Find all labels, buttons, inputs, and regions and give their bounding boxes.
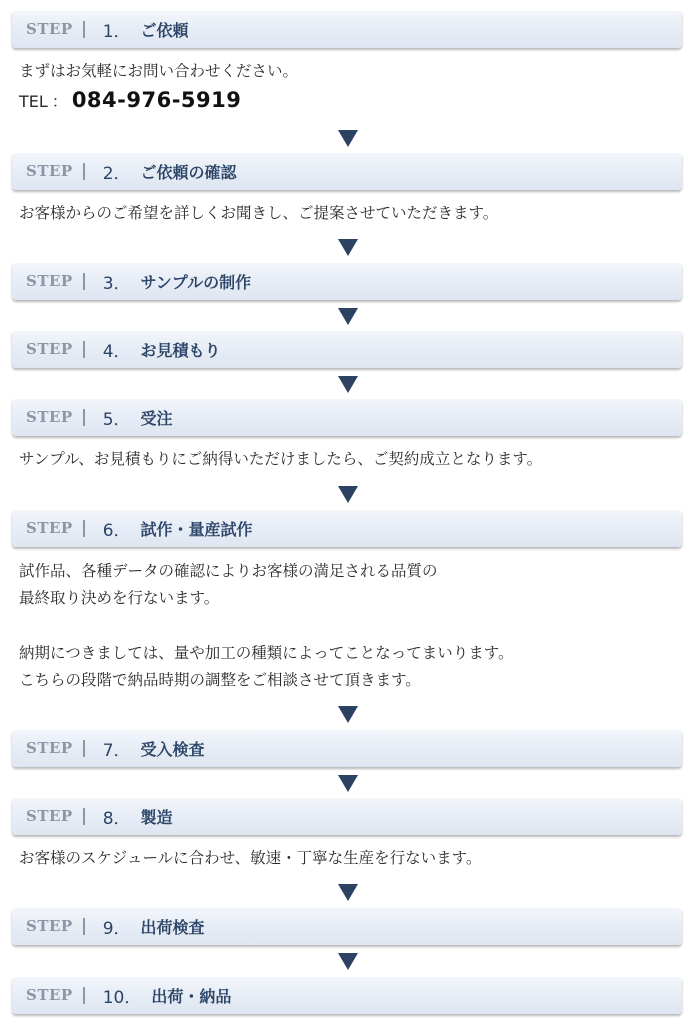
tel-separator: ： [51, 92, 68, 111]
tel-line [19, 88, 241, 112]
step-title: お見積もり [140, 340, 221, 360]
step-tag: STEP [26, 162, 73, 180]
step-title: 出荷検査 [140, 917, 205, 937]
step-title: 出荷・納品 [151, 986, 232, 1006]
divider [83, 520, 85, 537]
down-triangle-icon [338, 486, 358, 503]
step-6-line-1: 試作品、各種データの確認によりお客様の満足される品質の [19, 562, 438, 580]
down-triangle-icon [338, 884, 358, 901]
down-triangle-icon [338, 308, 358, 325]
step-number: 6． [102, 520, 131, 541]
step-tag: STEP [26, 20, 73, 38]
step-title: 試作・量産試作 [140, 519, 253, 539]
step-tag: STEP [26, 340, 73, 358]
step-header-1 [12, 10, 682, 48]
divider [83, 341, 85, 358]
step-title: ご依頼の確認 [140, 162, 237, 182]
divider [83, 740, 85, 757]
step-number: 8． [102, 808, 131, 829]
divider [83, 918, 85, 935]
step-header-8 [12, 797, 682, 835]
step-header-6 [12, 509, 682, 547]
step-5-description: サンプル、お見積もりにご納得いただけましたら、ご契約成立となります。 [19, 450, 543, 468]
divider [83, 163, 85, 180]
step-number: 5． [102, 409, 131, 430]
step-header-10 [12, 976, 682, 1014]
step-title: 受注 [140, 408, 173, 428]
step-tag: STEP [26, 739, 73, 757]
step-tag: STEP [26, 917, 73, 935]
step-number: 1． [102, 21, 131, 42]
step-number: 4． [102, 341, 131, 362]
step-title: 製造 [140, 807, 173, 827]
step-header-4 [12, 330, 682, 368]
step-6-line-2: 最終取り決めを行ないます。 [19, 589, 220, 607]
down-triangle-icon [338, 130, 358, 147]
step-tag: STEP [26, 986, 73, 1004]
step-tag: STEP [26, 807, 73, 825]
step-number: 9． [102, 918, 131, 939]
step-header-2 [12, 152, 682, 190]
step-header-3 [12, 262, 682, 300]
divider [83, 987, 85, 1004]
step-tag: STEP [26, 519, 73, 537]
step-8-description: お客様のスケジュールに合わせ、敏速・丁寧な生産を行ないます。 [19, 849, 482, 867]
step-title: サンプルの制作 [140, 272, 252, 292]
step-header-9 [12, 907, 682, 945]
step-tag: STEP [26, 272, 73, 290]
step-number: 10． [102, 987, 142, 1008]
divider [83, 273, 85, 290]
divider [83, 808, 85, 825]
down-triangle-icon [338, 706, 358, 723]
down-triangle-icon [338, 775, 358, 792]
step-number: 2． [102, 163, 131, 184]
down-triangle-icon [338, 953, 358, 970]
down-triangle-icon [338, 239, 358, 256]
step-tag: STEP [26, 408, 73, 426]
step-header-5 [12, 398, 682, 436]
tel-label: TEL [19, 92, 48, 111]
step-6-line-4: こちらの段階で納品時期の調整をご相談させて頂きます。 [19, 671, 421, 689]
step-1-description: まずはお気軽にお問い合わせください。 [19, 62, 299, 80]
step-6-line-3: 納期につきましては、量や加工の種類によってことなってまいります。 [19, 644, 514, 662]
step-number: 3． [102, 273, 131, 294]
step-header-7 [12, 729, 682, 767]
down-triangle-icon [338, 376, 358, 393]
step-title: ご依頼 [140, 20, 189, 40]
step-title: 受入検査 [140, 739, 205, 759]
divider [83, 21, 85, 38]
step-2-description: お客様からのご希望を詳しくお聞きし、ご提案させていただきます。 [19, 204, 499, 222]
phone-number[interactable]: 084-976-5919 [71, 88, 242, 112]
divider [83, 409, 85, 426]
step-number: 7． [102, 740, 131, 761]
